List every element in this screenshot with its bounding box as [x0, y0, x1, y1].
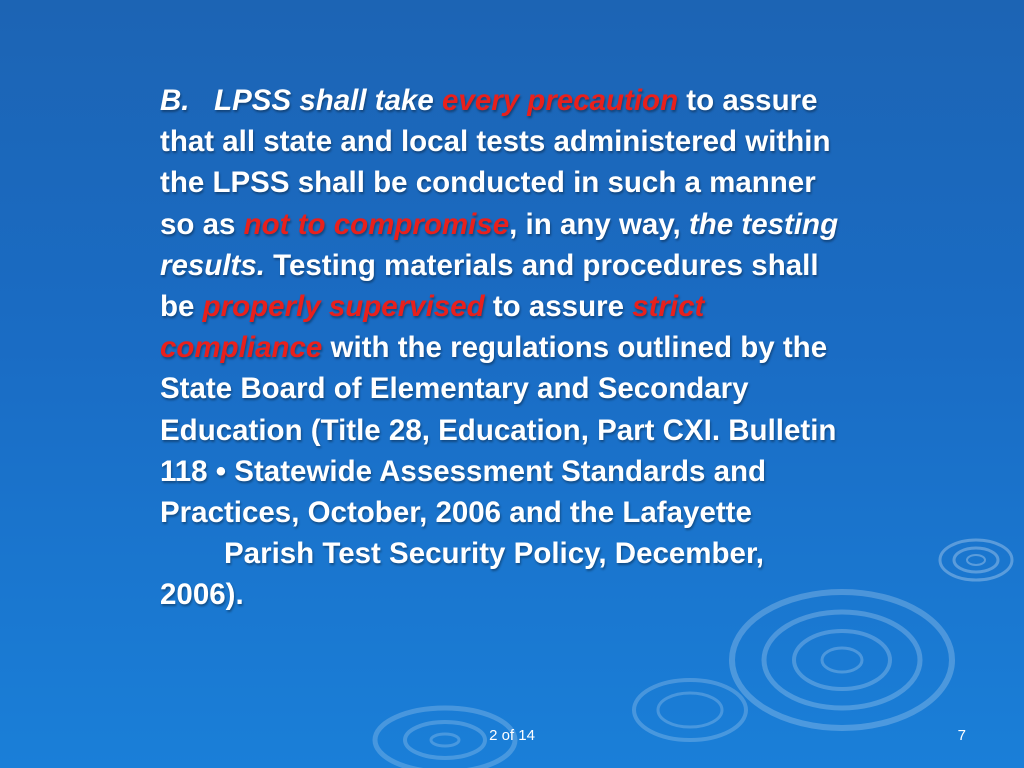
line-run: to assure: [484, 290, 633, 324]
line-run: 118 • Statewide Assessment Standards and: [160, 454, 767, 488]
line-run: Parish Test Security Policy, December,: [224, 537, 764, 571]
page-indicator: 2 of 14: [489, 727, 535, 744]
line-run: not to compromise: [243, 207, 510, 241]
text-line: [160, 80, 960, 121]
text-line: [160, 327, 960, 368]
line-run: Testing materials and procedures shall: [264, 248, 819, 282]
slide-number: 7: [957, 727, 966, 744]
text-line: [160, 121, 960, 162]
text-line: [160, 410, 960, 451]
text-line: [160, 162, 960, 203]
line-run: that all state and local tests administered within: [160, 125, 831, 159]
line-run: results.: [160, 248, 265, 282]
line-run: every precaution: [442, 84, 679, 117]
text-line: [160, 574, 960, 615]
line-run: with the regulations outlined by the: [322, 331, 828, 365]
line-run: be: [160, 290, 203, 324]
line-run: the LPSS shall be conducted in such a manner: [160, 166, 816, 200]
line-run: strict: [632, 290, 705, 324]
line-run: the testing: [688, 207, 839, 241]
line-run: LPSS shall take: [214, 84, 442, 117]
line-run: to assure: [678, 84, 818, 117]
line-run: Practices, October, 2006 and the Lafayette: [160, 496, 752, 530]
line-run: so as: [160, 207, 244, 241]
text-line: [160, 245, 960, 286]
list-label: B.: [160, 84, 190, 117]
line-run: Education (Title 28, Education, Part CXI. Bulletin: [160, 413, 837, 447]
slide-body: [160, 80, 960, 616]
text-line: [160, 492, 960, 533]
text-line: [160, 204, 960, 245]
line-run: 2006).: [160, 578, 244, 612]
text-line: [160, 286, 960, 327]
ripple-bottom: [375, 680, 746, 768]
text-line: [160, 451, 960, 492]
text-line: [160, 533, 960, 574]
text-line: [160, 368, 960, 409]
line-run: , in any way,: [509, 207, 689, 241]
line-run: properly supervised: [202, 290, 485, 324]
line-run: State Board of Elementary and Secondary: [160, 372, 749, 406]
line-run: compliance: [160, 331, 323, 365]
